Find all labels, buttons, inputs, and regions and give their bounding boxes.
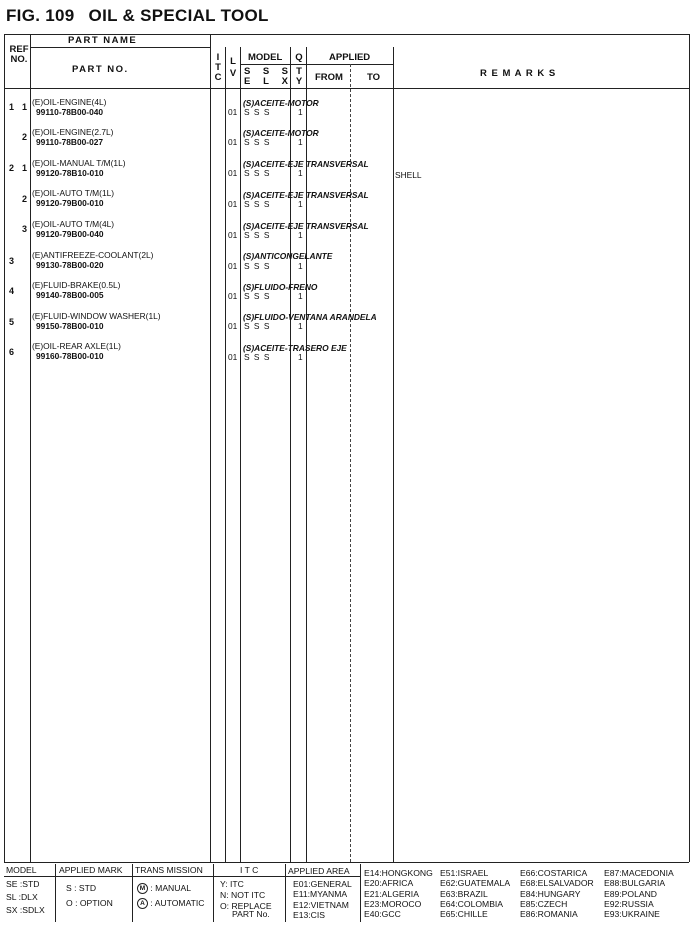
row-part-name: (E)OIL-AUTO T/M(1L) (32, 188, 115, 198)
legend-areas-col5 (604, 868, 674, 919)
applied-header: APPLIED (329, 52, 371, 63)
qty-header-y: Y (295, 76, 303, 87)
row-models: S S S (244, 261, 270, 271)
legend-sep-4 (285, 864, 286, 922)
row-ref-no: 6 (9, 347, 15, 357)
legend-model-se: SE :STD (6, 879, 40, 889)
manual-circle-icon: M (137, 883, 148, 894)
row-qty: 1 (298, 261, 303, 271)
row-part-name: (E)OIL-ENGINE(2.7L) (32, 127, 114, 137)
legend-area-item: E11:MYANMA (293, 889, 348, 900)
col-border-left (4, 34, 5, 862)
table-bottom-border (4, 862, 689, 863)
row-sub-no: 2 (22, 132, 28, 142)
figure-title (6, 6, 269, 26)
legend-itc-partno: PART No. (232, 909, 270, 919)
row-lv: 01 (228, 168, 238, 178)
legend-area-item: E88:BULGARIA (604, 878, 666, 889)
legend-area-title: APPLIED AREA (288, 866, 350, 876)
row-ref-no: 5 (9, 317, 15, 327)
model-col-e: E (244, 76, 251, 87)
row-models: S S S (244, 321, 270, 331)
legend-areas-col4 (520, 868, 594, 919)
legend-area-item: E68:ELSALVADOR (520, 878, 594, 889)
row-part-name: (E)FLUID-WINDOW WASHER(1L) (32, 311, 161, 321)
legend-area-item: E86:ROMANIA (520, 909, 578, 920)
ref-no-header (8, 45, 30, 65)
figure-number: FIG. 109 (6, 6, 75, 25)
lv-header-l: L (230, 56, 236, 67)
row-part-name: (E)OIL-AUTO T/M(4L) (32, 219, 115, 229)
row-part-name: (E)OIL-REAR AXLE(1L) (32, 341, 121, 351)
legend-trans-manual-label: : MANUAL (150, 883, 191, 893)
col-border-applied (393, 47, 394, 862)
legend-area-item: E63:BRAZIL (440, 888, 488, 899)
row-models: S S S (244, 107, 270, 117)
col-border-lv (240, 47, 241, 862)
row-spanish-name: (S)ACEITE-MOTOR (243, 128, 319, 138)
automatic-circle-icon: A (137, 898, 148, 909)
row-spanish-name: (S)ACEITE-EJE TRANSVERSAL (243, 190, 369, 200)
row-sub-no: 3 (22, 224, 28, 234)
qty-header-t: T (296, 66, 302, 77)
row-part-no: 99120-78B10-010 (36, 168, 104, 178)
legend-model-sl: SL :DLX (6, 892, 38, 902)
row-models: S S S (244, 230, 270, 240)
col-border-partno (210, 34, 211, 862)
row-part-name: (E)OIL-MANUAL T/M(1L) (32, 158, 126, 168)
legend-area-item: E23:MOROCO (364, 898, 422, 909)
legend-area-item: E93:UKRAINE (604, 909, 660, 920)
legend-itc-o: O: REPLACE (220, 901, 272, 911)
row-sub-no: 2 (22, 194, 28, 204)
legend-sep-5 (360, 864, 361, 922)
legend-area-item: E12:VIETNAM (293, 899, 349, 910)
legend-area-item: E01:GENERAL (293, 879, 352, 889)
row-qty: 1 (298, 107, 303, 117)
col-border-ref (30, 34, 31, 862)
from-header: FROM (315, 72, 343, 83)
row-sub-no: 1 (22, 102, 28, 112)
row-spanish-name: (S)ANTICONGELANTE (243, 251, 333, 261)
row-spanish-name: (S)ACEITE-MOTOR (243, 98, 319, 108)
legend-sep-1 (55, 864, 56, 922)
legend-area-item: E14:HONGKONG (364, 868, 433, 878)
part-name-header: PART NAME (68, 35, 138, 46)
header-bottom-border (4, 88, 689, 89)
model-header: MODEL (248, 52, 283, 63)
row-spanish-name: (S)ACEITE-EJE TRANSVERSAL (243, 159, 369, 169)
partname-divider (30, 47, 210, 48)
row-ref-no: 3 (9, 256, 15, 266)
row-lv: 01 (228, 137, 238, 147)
row-part-name: (E)OIL-ENGINE(4L) (32, 97, 107, 107)
row-ref-no: 4 (9, 286, 15, 296)
row-ref-no: 1 (9, 102, 15, 112)
legend-trans-auto-label: : AUTOMATIC (150, 898, 205, 908)
row-part-no: 99110-78B00-040 (36, 107, 104, 117)
row-part-no: 99160-78B00-010 (36, 351, 104, 361)
legend-area-item: E21:ALGERIA (364, 888, 419, 899)
remarks-header: R E M A R K S (480, 68, 557, 79)
legend-itc-title: I T C (240, 865, 259, 875)
to-header: TO (367, 72, 381, 83)
row-qty: 1 (298, 168, 303, 178)
model-col-x: X (281, 76, 288, 87)
qty-header (294, 53, 304, 87)
col-border-from (350, 64, 351, 862)
legend-sep-3 (213, 864, 214, 922)
model-col-l: L (263, 76, 269, 87)
legend-sep-2 (132, 864, 133, 922)
row-lv: 01 (228, 291, 238, 301)
legend-mark-option: O : OPTION (66, 898, 113, 908)
row-lv: 01 (228, 230, 238, 240)
legend-areas-col1 (293, 879, 352, 920)
row-models: S S S (244, 352, 270, 362)
itc-header-c: C (214, 72, 222, 83)
legend-area-item: E92:RUSSIA (604, 898, 654, 909)
row-qty: 1 (298, 352, 303, 362)
row-lv: 01 (228, 261, 238, 271)
legend-area-item: E87:MACEDONIA (604, 868, 674, 878)
figure-name: OIL & SPECIAL TOOL (88, 6, 269, 25)
row-remarks: SHELL (395, 170, 422, 180)
row-models: S S S (244, 168, 270, 178)
row-sub-no: 1 (22, 163, 28, 173)
row-lv: 01 (228, 199, 238, 209)
row-models: S S S (244, 291, 270, 301)
part-no-header: PART NO. (72, 64, 129, 75)
legend-model-title: MODEL (6, 865, 37, 875)
legend-area-item: E40:GCC (364, 909, 401, 920)
col-border-right (689, 34, 690, 862)
row-qty: 1 (298, 230, 303, 240)
legend-applied-mark-title: APPLIED MARK (59, 865, 123, 875)
row-spanish-name: (S)ACEITE-TRASERO EJE (243, 343, 347, 353)
qty-header-q: Q (295, 52, 303, 63)
legend-trans-manual (137, 883, 191, 894)
legend-itc-n: N: NOT ITC (220, 890, 266, 900)
row-qty: 1 (298, 137, 303, 147)
row-models: S S S (244, 137, 270, 147)
col-border-itc (225, 47, 226, 862)
legend-area-item: E20:AFRICA (364, 878, 414, 889)
itc-header-i: I (216, 52, 220, 63)
legend-area-item: E13:CIS (293, 909, 326, 920)
row-spanish-name: (S)ACEITE-EJE TRANSVERSAL (243, 221, 369, 231)
itc-header-t: T (215, 62, 221, 73)
ref-header-line2: NO. (10, 54, 28, 65)
row-part-no: 99110-78B00-027 (36, 137, 104, 147)
legend-area-item: E66:COSTARICA (520, 868, 588, 878)
row-models: S S S (244, 199, 270, 209)
row-lv: 01 (228, 352, 238, 362)
legend-area-item: E64:COLOMBIA (440, 898, 504, 909)
row-part-name: (E)ANTIFREEZE-COOLANT(2L) (32, 250, 154, 260)
lv-header-v: V (229, 68, 237, 79)
row-ref-no: 2 (9, 163, 15, 173)
legend-area-item: E65:CHILLE (440, 909, 488, 920)
row-part-no: 99120-79B00-040 (36, 229, 104, 239)
row-qty: 1 (298, 291, 303, 301)
row-part-no: 99140-78B00-005 (36, 290, 104, 300)
legend-area-item: E62:GUATEMALA (440, 878, 511, 889)
row-qty: 1 (298, 321, 303, 331)
ref-header-line1: REF (9, 44, 29, 55)
model-cols-row2 (244, 77, 288, 87)
legend-areas-col2 (364, 868, 433, 919)
legend-area-item: E51:ISRAEL (440, 868, 489, 878)
model-col-se-s: S (244, 66, 251, 77)
row-part-no: 99130-78B00-020 (36, 260, 104, 270)
row-spanish-name: (S)FLUIDO-VENTANA ARANDELA (243, 312, 377, 322)
row-spanish-name: (S)FLUIDO-FRENO (243, 282, 318, 292)
legend-trans-title: TRANS MISSION (135, 865, 203, 875)
row-lv: 01 (228, 321, 238, 331)
lv-header (229, 57, 237, 79)
model-col-sx-s: S (281, 66, 288, 77)
legend-area-item: E85:CZECH (520, 898, 568, 909)
legend-trans-auto (137, 898, 205, 909)
model-col-sl-s: S (262, 66, 270, 77)
legend-area-item: E84:HUNGARY (520, 888, 581, 899)
row-part-no: 99120-79B00-010 (36, 198, 104, 208)
itc-header (214, 53, 222, 83)
legend-area-item: E89:POLAND (604, 888, 658, 899)
row-lv: 01 (228, 107, 238, 117)
legend-itc-y: Y: ITC (220, 879, 244, 889)
row-qty: 1 (298, 199, 303, 209)
row-part-name: (E)FLUID-BRAKE(0.5L) (32, 280, 121, 290)
legend-areas-col3 (440, 868, 510, 919)
legend-model-sx: SX :SDLX (6, 905, 45, 915)
legend-mark-std: S : STD (66, 883, 97, 893)
row-part-no: 99150-78B00-010 (36, 321, 104, 331)
